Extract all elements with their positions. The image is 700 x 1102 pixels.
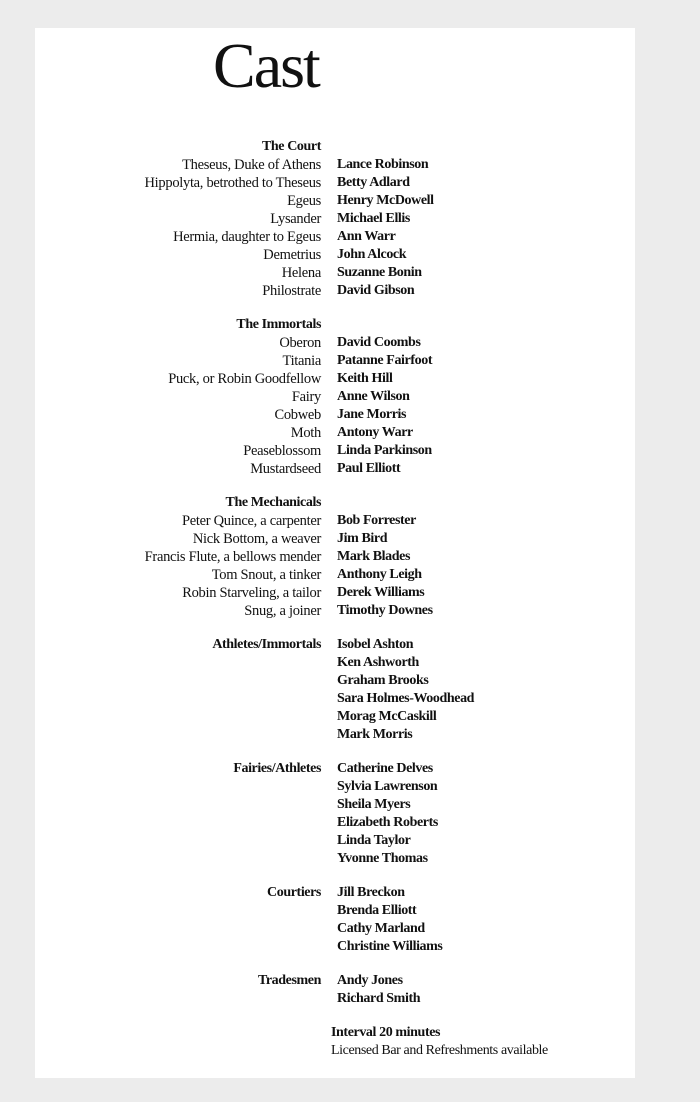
role-name: Cobweb [274, 407, 321, 423]
actor-name: Mark Morris [337, 727, 413, 742]
role-name: Peter Quince, a carpenter [181, 513, 321, 529]
actor-name: Sylvia Lawrenson [337, 779, 438, 794]
actor-name: Ken Ashworth [337, 655, 419, 670]
cast-row [35, 406, 635, 424]
actor-name: Graham Brooks [337, 673, 429, 688]
group-label: Athletes/Immortals [212, 637, 321, 652]
role-name: Lysander [270, 211, 321, 227]
actor-name: Anne Wilson [337, 389, 410, 404]
actor-name: Elizabeth Roberts [337, 815, 438, 830]
cast-row [35, 352, 635, 370]
group-label: Tradesmen [257, 973, 321, 988]
actor-name: Ann Warr [337, 229, 396, 244]
actor-name: Paul Elliott [337, 461, 401, 476]
role-name: Moth [290, 425, 321, 441]
actor-name: Cathy Marland [337, 921, 425, 936]
actor-name: Sheila Myers [337, 797, 411, 812]
actor-name: Betty Adlard [337, 175, 410, 190]
group-heading-row [35, 316, 635, 334]
actor-name: Jim Bird [337, 531, 388, 546]
cast-row [35, 370, 635, 388]
actor-name: Jill Breckon [337, 885, 405, 900]
cast-row [35, 334, 635, 352]
cast-row [35, 442, 635, 460]
actor-name: Derek Williams [337, 585, 425, 600]
actor-name: Andy Jones [337, 973, 403, 988]
cast-group [35, 138, 635, 300]
cast-row [35, 264, 635, 282]
cast-row [35, 566, 635, 584]
actor-name: Jane Morris [337, 407, 407, 422]
actor-name: Linda Parkinson [337, 443, 432, 458]
actor-name: Timothy Downes [337, 603, 433, 618]
cast-row [35, 708, 635, 726]
actor-name: Richard Smith [337, 991, 421, 1006]
cast-group [35, 316, 635, 478]
actor-name: Mark Blades [337, 549, 410, 564]
cast-row [35, 760, 635, 778]
actor-name: John Alcock [337, 247, 407, 262]
cast-row [35, 156, 635, 174]
cast-row [35, 460, 635, 478]
cast-row [35, 530, 635, 548]
cast-row [35, 654, 635, 672]
role-name: Robin Starveling, a tailor [182, 585, 321, 601]
cast-row [35, 636, 635, 654]
role-name: Egeus [287, 193, 321, 209]
role-name: Puck, or Robin Goodfellow [168, 371, 321, 387]
cast-row [35, 228, 635, 246]
cast-row [35, 796, 635, 814]
role-name: Snug, a joiner [244, 603, 321, 619]
page-title: Cast [213, 30, 319, 101]
cast-group [35, 494, 635, 620]
actor-name: Sara Holmes-Woodhead [337, 691, 475, 706]
role-name: Nick Bottom, a weaver [192, 531, 321, 547]
cast-row [35, 814, 635, 832]
cast-row [35, 548, 635, 566]
cast-row [35, 726, 635, 744]
actor-name: Bob Forrester [337, 513, 416, 528]
cast-row [35, 282, 635, 300]
actor-name: Michael Ellis [337, 211, 410, 226]
cast-row [35, 602, 635, 620]
cast-row [35, 174, 635, 192]
role-name: Hermia, daughter to Egeus [173, 229, 321, 245]
role-name: Hippolyta, betrothed to Theseus [144, 175, 321, 191]
cast-row [35, 778, 635, 796]
cast-row [35, 938, 635, 956]
cast-group [35, 972, 635, 1008]
cast-row [35, 884, 635, 902]
actor-name: Patanne Fairfoot [337, 353, 433, 368]
cast-list [35, 138, 635, 1060]
cast-row [35, 388, 635, 406]
role-name: Fairy [291, 389, 321, 405]
role-name: Tom Snout, a tinker [211, 567, 321, 583]
group-heading: The Immortals [236, 317, 321, 332]
cast-group [35, 884, 635, 956]
role-name: Oberon [279, 335, 321, 351]
cast-row [35, 424, 635, 442]
actor-name: Suzanne Bonin [337, 265, 422, 280]
cast-row [35, 192, 635, 210]
interval-text: Interval 20 minutes [331, 1025, 441, 1040]
programme-page [35, 28, 635, 1078]
cast-row [35, 920, 635, 938]
group-heading: The Court [261, 139, 321, 154]
cast-group [35, 636, 635, 744]
bar-note [35, 1042, 635, 1060]
group-label: Courtiers [267, 885, 321, 900]
actor-name: David Gibson [337, 283, 415, 298]
cast-row [35, 972, 635, 990]
interval-note [35, 1024, 635, 1042]
actor-name: Keith Hill [337, 371, 393, 386]
actor-name: Christine Williams [337, 939, 443, 954]
group-heading: The Mechanicals [225, 495, 321, 510]
actor-name: Antony Warr [337, 425, 413, 440]
bar-text: Licensed Bar and Refreshments available [331, 1043, 548, 1058]
role-name: Mustardseed [250, 461, 321, 477]
cast-group [35, 760, 635, 868]
actor-name: Morag McCaskill [337, 709, 437, 724]
actor-name: David Coombs [337, 335, 421, 350]
actor-name: Isobel Ashton [337, 637, 414, 652]
footer-notes [35, 1024, 635, 1060]
role-name: Titania [282, 353, 321, 369]
group-heading-row [35, 138, 635, 156]
cast-row [35, 246, 635, 264]
cast-row [35, 990, 635, 1008]
role-name: Peaseblossom [243, 443, 321, 459]
actor-name: Henry McDowell [337, 193, 434, 208]
actor-name: Lance Robinson [337, 157, 429, 172]
group-heading-row [35, 494, 635, 512]
actor-name: Catherine Delves [337, 761, 433, 776]
cast-row [35, 584, 635, 602]
actor-name: Yvonne Thomas [337, 851, 428, 866]
cast-row [35, 832, 635, 850]
role-name: Helena [281, 265, 321, 281]
actor-name: Anthony Leigh [337, 567, 422, 582]
role-name: Francis Flute, a bellows mender [144, 549, 321, 565]
actor-name: Brenda Elliott [337, 903, 417, 918]
role-name: Philostrate [262, 283, 321, 299]
actor-name: Linda Taylor [337, 833, 411, 848]
cast-row [35, 672, 635, 690]
cast-row [35, 210, 635, 228]
cast-row [35, 512, 635, 530]
cast-row [35, 850, 635, 868]
cast-row [35, 690, 635, 708]
cast-row [35, 902, 635, 920]
role-name: Demetrius [263, 247, 321, 263]
role-name: Theseus, Duke of Athens [182, 157, 321, 173]
group-label: Fairies/Athletes [233, 761, 321, 776]
